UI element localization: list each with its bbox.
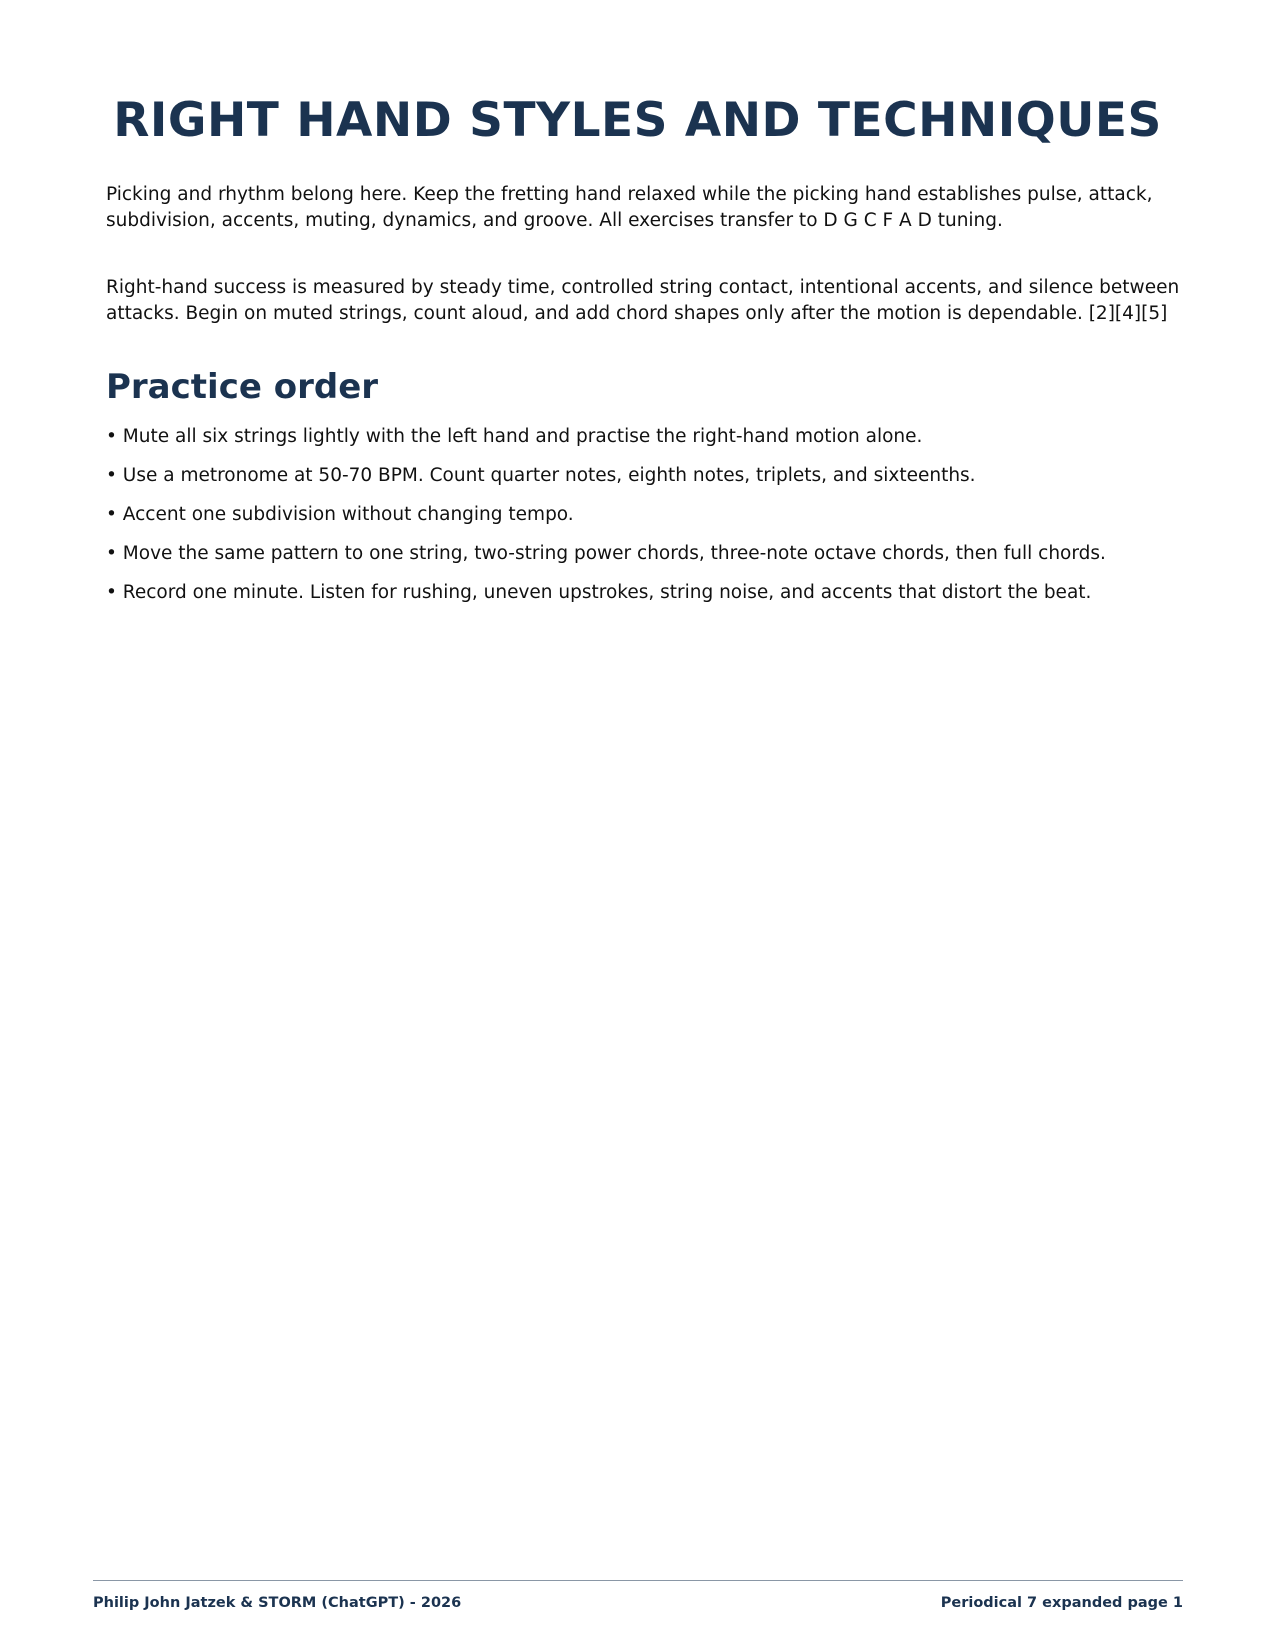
section-heading-practice-order: Practice order — [106, 367, 379, 407]
list-item: • Use a metronome at 50-70 BPM. Count quarter notes, eighth notes, triplets, and sixteenths. — [106, 465, 976, 486]
footer-page-number: Periodical 7 expanded page 1 — [940, 1595, 1183, 1611]
body-paragraph: Right-hand success is measured by steady time, controlled string contact, intentional accents, and silence between attacks. Begin on muted strings, count aloud, and add chord shapes only after the motion is dependable. [2][4][5] — [106, 277, 1180, 324]
footer-divider — [93, 1580, 1183, 1581]
practice-order-list — [106, 424, 1206, 619]
list-item: • Move the same pattern to one string, two-string power chords, three-note octave chords, then full chords. — [106, 543, 1106, 564]
page-title: RIGHT HAND STYLES AND TECHNIQUES — [113, 93, 1162, 148]
list-item: • Mute all six strings lightly with the left hand and practise the right-hand motion alone. — [106, 426, 923, 447]
intro-paragraph: Picking and rhythm belong here. Keep the fretting hand relaxed while the picking hand establishes pulse, attack, subdivision, accents, muting, dynamics, and groove. All exercises transfer to D G C F A D tuning. — [106, 184, 1153, 231]
list-item: • Accent one subdivision without changing tempo. — [106, 504, 574, 525]
footer-author: Philip John Jatzek & STORM (ChatGPT) - 2026 — [93, 1595, 462, 1611]
list-item: • Record one minute. Listen for rushing, uneven upstrokes, string noise, and accents that distort the beat. — [106, 582, 1092, 603]
